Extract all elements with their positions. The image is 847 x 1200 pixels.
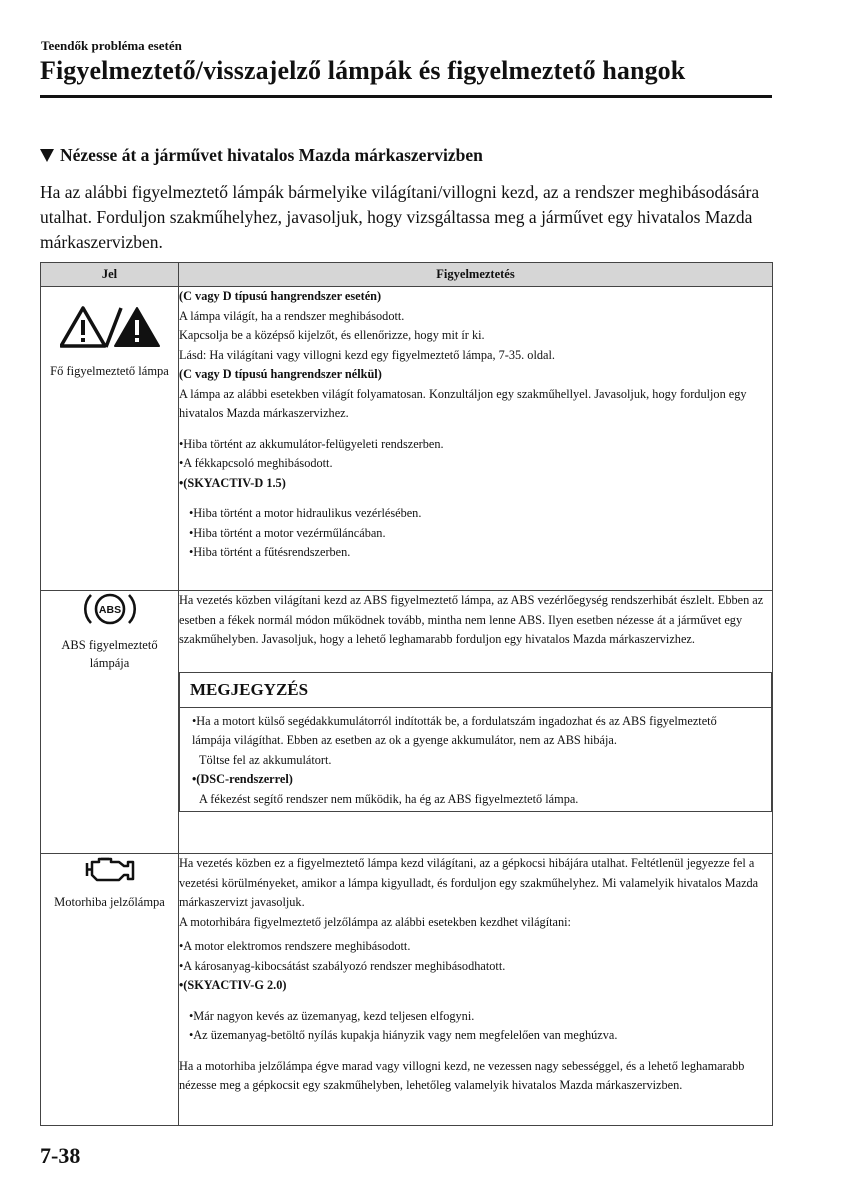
text-paragraph: Ha vezetés közben világítani kezd az ABS figyelmeztető lámpa, az ABS vezérlőegység rendszerhibát észlelt. Ebben az esetben a fékek normál módon működnek tovább, mintha nem lenne ABS. Ilyen esetben nézesse át a járművet egy szakműhelyben. Javasoljuk, hogy a lehető leghamarabb forduljon egy hivatalos Mazda márkaszervizhez.: [179, 593, 764, 646]
table-row: [41, 591, 773, 854]
symbol-name: ABS figyelmeztető lámpája: [61, 638, 158, 670]
list-item: •Hiba történt az akkumulátor-felügyeleti rendszerben.: [179, 436, 444, 451]
list-item: •(SKYACTIV-G 2.0): [179, 978, 287, 992]
intro-paragraph: Ha az alábbi figyelmeztető lámpák bármelyike világítani/villogni kezd, az a rendszer meghibásodására utalhat. Forduljon szakműhelyhez, javasoljuk, hogy vizsgáltassa meg a járművet egy hivatalos Mazda márkaszervizben.: [40, 182, 760, 252]
condition-heading: (C vagy D típusú hangrendszer nélkül): [179, 367, 382, 381]
master-warning-icons: [41, 305, 178, 354]
list-item: •A motor elektromos rendszere meghibásodott.: [179, 939, 411, 953]
symbol-cell: [41, 854, 179, 1126]
text-paragraph: Ha vezetés közben ez a figyelmeztető lámpa kezd világítani, az a gépkocsi hibájára utalhat. Feltétlenül jegyezze fel a vezetési körülményeket, amikor a lámpa kigyulladt, és forduljon egy szakműhelyhez. Mi valamelyik hivatalos Mazda márkaszervizt javasoljuk.: [179, 856, 759, 909]
note-title: MEGJEGYZÉS: [180, 673, 771, 708]
table-header-row: [41, 263, 773, 287]
page-title: Figyelmeztető/visszajelző lámpák és figyelmeztető hangok: [40, 56, 686, 85]
engine-check-icon: [83, 854, 137, 884]
table-row: [41, 287, 773, 591]
note-item: •(DSC-rendszerrel): [192, 772, 293, 786]
warning-cell: [179, 287, 773, 591]
subheading: [40, 145, 483, 166]
note-text: A fékezést segítő rendszer nem működik, ha ég az ABS figyelmeztető lámpa.: [199, 791, 579, 806]
note-box: [179, 672, 772, 813]
symbol-name: Motorhiba jelzőlámpa: [54, 895, 165, 909]
subheading-text: Nézesse át a járművet hivatalos Mazda márkaszervizben: [60, 145, 483, 165]
list-item: •Hiba történt a fűtésrendszerben.: [189, 545, 351, 559]
warning-lights-table: [40, 262, 773, 1126]
note-body: [180, 708, 771, 812]
table-row: [41, 854, 773, 1126]
symbol-name: Fő figyelmeztető lámpa: [50, 364, 169, 378]
symbol-cell: [41, 287, 179, 591]
warning-cell: [179, 591, 773, 854]
symbol-cell: [41, 591, 179, 854]
column-header-warning: Figyelmeztetés: [179, 263, 773, 287]
abs-icon-label: ABS: [98, 604, 121, 616]
list-item: •(SKYACTIV-D 1.5): [179, 475, 286, 490]
text-line: Kapcsolja be a középső kijelzőt, és ellenőrizze, hogy mit ír ki.: [179, 328, 485, 342]
warning-cell: [179, 854, 773, 1126]
list-item: •Az üzemanyag-betöltő nyílás kupakja hiányzik vagy nem megfelelően van meghúzva.: [189, 1028, 618, 1042]
triangle-bullet-icon: [40, 149, 54, 162]
list-item: •Hiba történt a motor vezérműláncában.: [189, 525, 386, 540]
column-header-symbol: Jel: [41, 263, 179, 287]
text-line: A motorhibára figyelmeztető jelzőlámpa az alábbi esetekben kezdhet világítani:: [179, 914, 571, 929]
text-line: Lásd: Ha világítani vagy villogni kezd egy figyelmeztető lámpa, 7-35. oldal.: [179, 347, 555, 362]
list-item: •Már nagyon kevés az üzemanyag, kezd teljesen elfogyni.: [189, 1008, 475, 1023]
text-paragraph: A lámpa az alábbi esetekben világít folyamatosan. Konzultáljon egy szakműhellyel. Javasoljuk, hogy forduljon egy hivatalos Mazda márkaszervizhez.: [179, 386, 747, 420]
title-rule: [40, 95, 772, 98]
warning-triangle-outline-icon: [60, 305, 160, 349]
section-label: Teendők probléma esetén: [41, 38, 182, 53]
list-item: •A károsanyag-kibocsátást szabályozó rendszer meghibásodhatott.: [179, 958, 506, 973]
text-paragraph: Ha a motorhiba jelzőlámpa égve marad vagy villogni kezd, ne vezessen nagy sebességgel, és a lehető leghamarabb nézesse meg a gépkocsit egy szakműhelyben, lehetőleg valamelyik hivatalos Mazda márkaszervizben.: [179, 1058, 745, 1092]
note-item: •Ha a motort külső segédakkumulátorról indították be, a fordulatszám ingadozhat és az ABS figyelmeztető lámpája világíthat. Ebben az esetben az ok a gyenge akkumulátor, nem az ABS hibája.: [192, 713, 717, 747]
page-number: 7-38: [40, 1143, 81, 1168]
list-item: •A fékkapcsoló meghibásodott.: [179, 456, 333, 470]
note-text: Töltse fel az akkumulátort.: [199, 752, 332, 767]
text-line: A lámpa világít, ha a rendszer meghibásodott.: [179, 308, 405, 323]
abs-warning-icon: [80, 591, 140, 627]
list-item: •Hiba történt a motor hidraulikus vezérlésében.: [189, 506, 422, 520]
condition-heading: (C vagy D típusú hangrendszer esetén): [179, 289, 382, 303]
